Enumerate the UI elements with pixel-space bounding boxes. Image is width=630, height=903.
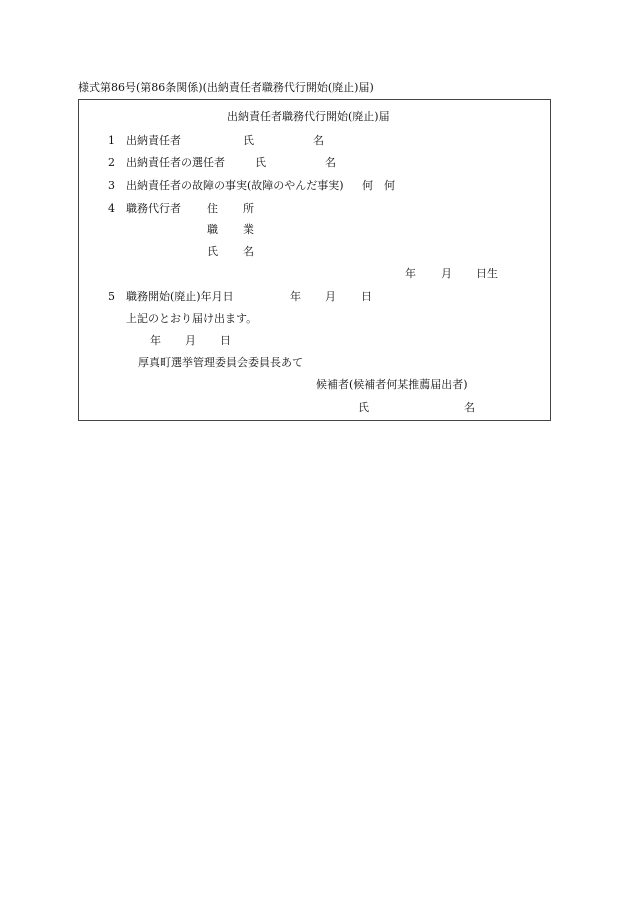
form-frame [78,99,551,421]
form-number-label: 様式第86号(第86条関係)(出納責任者職務代行開始(廃止)届) [78,81,374,94]
item4-address-a: 住 [207,202,218,215]
birth-year: 年 [405,267,416,280]
item4-job-b: 業 [243,223,254,236]
item1-shi: 氏 [243,134,254,147]
declaration-text: 上記のとおり届け出ます。 [126,312,258,325]
submit-month: 月 [185,334,196,347]
submitter-shi: 氏 [358,401,369,414]
item3-value: 何 何 [362,179,395,192]
item2-number: 2 [108,156,115,169]
birth-day: 日生 [476,267,498,280]
item5-month: 月 [325,290,336,303]
document-title: 出納責任者職務代行開始(廃止)届 [227,110,390,123]
item1-mei: 名 [313,134,324,147]
item3-number: 3 [108,179,115,192]
item2-mei: 名 [325,156,336,169]
submit-day: 日 [220,334,231,347]
addressee: 厚真町選挙管理委員会委員長あて [138,356,303,369]
item4-name-a: 氏 [207,245,218,258]
item1-number: 1 [108,134,115,147]
birth-month: 月 [441,267,452,280]
item5-day: 日 [361,290,372,303]
item5-label: 職務開始(廃止)年月日 [126,290,234,303]
item1-label: 出納責任者 [126,134,181,147]
item4-address-b: 所 [243,202,254,215]
item4-label: 職務代行者 [126,202,181,215]
item4-name-b: 名 [243,245,254,258]
item4-number: 4 [108,202,115,215]
submit-year: 年 [150,334,161,347]
submitter-label: 候補者(候補者何某推薦届出者) [316,378,468,391]
item3-label: 出納責任者の故障の事実(故障のやんだ事実) [126,179,344,192]
item2-label: 出納責任者の選任者 [126,156,225,169]
item2-shi: 氏 [255,156,266,169]
item5-number: 5 [108,290,115,303]
item4-job-a: 職 [207,223,218,236]
submitter-mei: 名 [464,401,475,414]
item5-year: 年 [290,290,301,303]
